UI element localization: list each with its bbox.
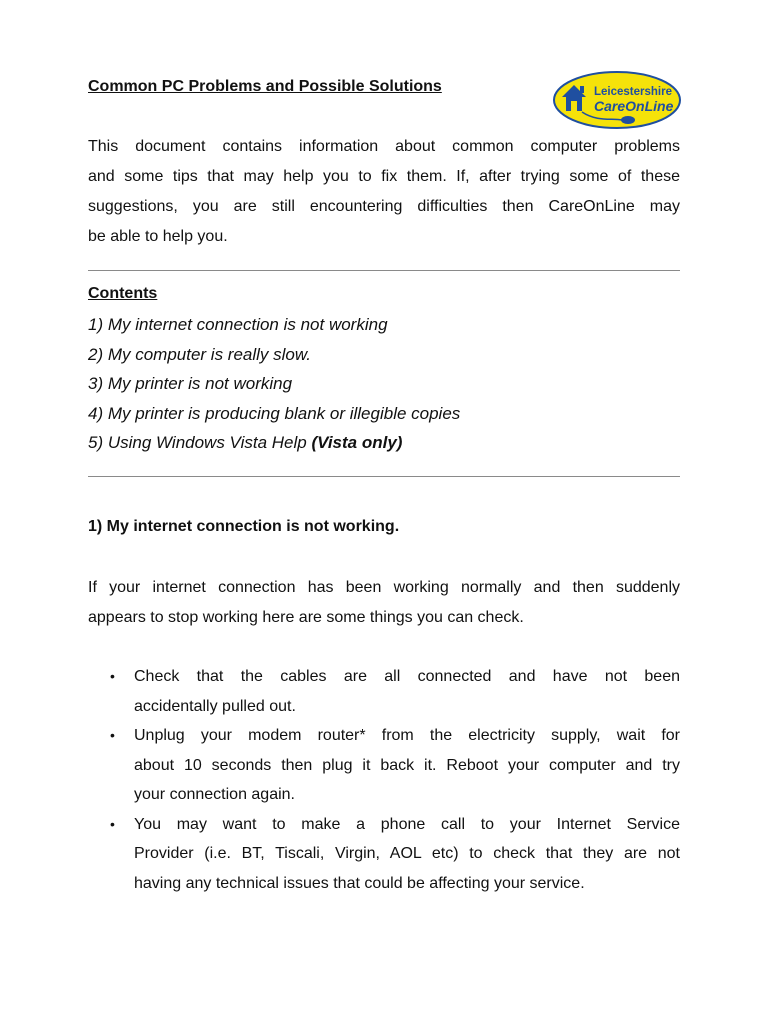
intro-paragraph: [88, 132, 680, 252]
tip-line: Check that the cables are all connected and have not been: [134, 668, 680, 685]
document-title: Common PC Problems and Possible Solutions: [88, 78, 442, 95]
logo-line2: CareOnLine: [594, 98, 674, 114]
section-intro-line: If your internet connection has been working normally and then suddenly: [88, 579, 680, 596]
divider: [88, 476, 680, 477]
bullet-icon: •: [110, 815, 115, 832]
tip-line: having any technical issues that could be affecting your service.: [134, 874, 585, 892]
section-intro-line: appears to stop working here are some things you can check.: [88, 609, 524, 626]
contents-item[interactable]: 1) My internet connection is not working: [88, 315, 388, 334]
tip-line: your connection again.: [134, 786, 295, 803]
bullet-icon: •: [110, 668, 115, 684]
intro-line: be able to help you.: [88, 228, 228, 245]
intro-line: and some tips that may help you to fix them. If, after trying some of these: [88, 168, 680, 185]
contents-heading: Contents: [88, 285, 158, 302]
contents-item[interactable]: 4) My printer is producing blank or illegible copies: [88, 403, 461, 423]
contents-item[interactable]: 3) My printer is not working: [88, 374, 293, 393]
contents-item[interactable]: 2) My computer is really slow.: [88, 344, 311, 364]
section-heading: 1) My internet connection is not working.: [88, 518, 400, 535]
vista-only-note: (Vista only): [311, 433, 403, 452]
tip-item: [88, 721, 680, 810]
tip-item: [88, 810, 680, 899]
tips-list: [88, 662, 680, 898]
tip-line: Unplug your modem router* from the electricity supply, wait for: [134, 727, 680, 744]
contents-list: [88, 310, 460, 458]
tip-line: Provider (i.e. BT, Tiscali, Virgin, AOL etc) to check that they are not: [134, 845, 680, 862]
careonline-logo: [552, 70, 682, 130]
section-intro: [88, 573, 680, 633]
tip-item: [88, 662, 680, 721]
tip-line: You may want to make a phone call to your Internet Service: [134, 815, 680, 833]
bullet-icon: •: [110, 727, 115, 743]
tip-line: accidentally pulled out.: [134, 697, 296, 715]
logo-graphic: [552, 70, 682, 130]
intro-line: suggestions, you are still encountering difficulties then CareOnLine may: [88, 198, 680, 215]
intro-line: This document contains information about common computer problems: [88, 138, 680, 155]
tip-line: about 10 seconds then plug it back it. Reboot your computer and try: [134, 756, 680, 774]
contents-item[interactable]: 5) Using Windows Vista Help (Vista only): [88, 433, 403, 452]
divider: [88, 270, 680, 271]
logo-line1: Leicestershire: [594, 86, 672, 98]
